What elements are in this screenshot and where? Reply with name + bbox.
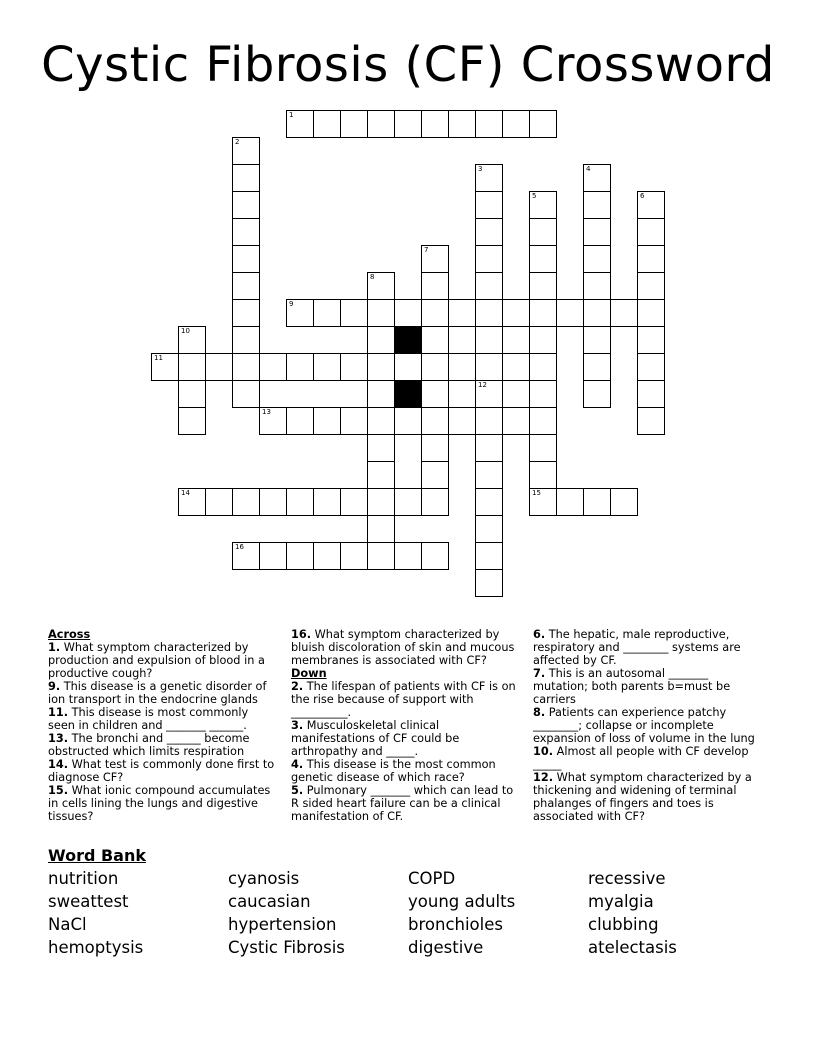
clue-number: 5. xyxy=(291,784,304,797)
word-bank-word: hemoptysis xyxy=(48,938,144,957)
word-bank-word: bronchioles xyxy=(408,915,503,934)
crossword-cell[interactable] xyxy=(475,542,503,570)
clue-number: 9. xyxy=(48,680,61,693)
crossword-cell[interactable] xyxy=(637,299,665,327)
crossword-cell[interactable] xyxy=(583,299,611,327)
down-clues xyxy=(291,680,523,823)
crossword-cell[interactable] xyxy=(232,488,260,516)
crossword-cell[interactable] xyxy=(475,434,503,462)
crossword-cell[interactable] xyxy=(475,353,503,381)
clue-number: 1. xyxy=(48,641,61,654)
crossword-cell[interactable] xyxy=(583,380,611,408)
clue xyxy=(48,680,278,706)
word-bank-word: Cystic Fibrosis xyxy=(228,938,345,957)
word-bank-word: cyanosis xyxy=(228,869,300,888)
crossword-cell[interactable] xyxy=(475,380,503,408)
crossword-cell[interactable] xyxy=(367,434,395,462)
crossword-cell[interactable] xyxy=(529,245,557,273)
crossword-cell[interactable] xyxy=(394,542,422,570)
clue-number: 7. xyxy=(533,667,546,680)
clue-number: 14 xyxy=(181,489,190,497)
crossword-cell[interactable] xyxy=(583,218,611,246)
crossword-cell[interactable] xyxy=(313,299,341,327)
word-bank-word: recessive xyxy=(588,869,666,888)
crossword-cell[interactable] xyxy=(259,353,287,381)
crossword-cell[interactable] xyxy=(232,272,260,300)
crossword-cell[interactable] xyxy=(583,272,611,300)
crossword-shaded-cell xyxy=(394,326,422,354)
crossword-cell[interactable] xyxy=(421,542,449,570)
crossword-cell[interactable] xyxy=(340,110,368,138)
crossword-cell[interactable] xyxy=(394,110,422,138)
crossword-cell[interactable] xyxy=(556,488,584,516)
crossword-cell[interactable] xyxy=(313,407,341,435)
clue xyxy=(291,758,523,784)
crossword-cell[interactable] xyxy=(583,245,611,273)
crossword-cell[interactable] xyxy=(502,110,530,138)
word-bank-word: digestive xyxy=(408,938,484,957)
clue xyxy=(533,667,765,706)
clue-number: 6 xyxy=(640,192,645,200)
crossword-cell[interactable] xyxy=(610,299,638,327)
clue xyxy=(533,745,765,771)
crossword-cell[interactable] xyxy=(421,407,449,435)
clue-number: 2 xyxy=(235,138,240,146)
crossword-cell[interactable] xyxy=(232,218,260,246)
crossword-cell[interactable] xyxy=(421,245,449,273)
crossword-cell[interactable] xyxy=(394,407,422,435)
clue-number: 1 xyxy=(289,111,294,119)
crossword-cell[interactable] xyxy=(232,245,260,273)
crossword-cell[interactable] xyxy=(448,299,476,327)
crossword-cell[interactable] xyxy=(178,353,206,381)
crossword-cell[interactable] xyxy=(367,326,395,354)
clue-number: 8 xyxy=(370,273,375,281)
crossword-cell[interactable] xyxy=(394,488,422,516)
crossword-cell[interactable] xyxy=(178,326,206,354)
crossword-cell[interactable] xyxy=(529,272,557,300)
crossword-cell[interactable] xyxy=(232,353,260,381)
clue-text: What test is commonly done first to diagnose CF? xyxy=(48,758,275,784)
crossword-cell[interactable] xyxy=(421,110,449,138)
crossword-cell[interactable] xyxy=(421,380,449,408)
crossword-cell[interactable] xyxy=(475,191,503,219)
word-bank-word: caucasian xyxy=(228,892,311,911)
clue xyxy=(48,758,278,784)
clue-number: 15 xyxy=(532,489,541,497)
clue-number: 16. xyxy=(291,628,312,641)
clue-text: This is an autosomal _______ mutation; both parents b=must be carriers xyxy=(533,667,731,706)
crossword-cell[interactable] xyxy=(286,110,314,138)
crossword-cell[interactable] xyxy=(637,326,665,354)
clue xyxy=(291,680,523,719)
crossword-cell[interactable] xyxy=(421,488,449,516)
crossword-cell[interactable] xyxy=(475,245,503,273)
crossword-cell[interactable] xyxy=(367,488,395,516)
clue-text: What symptom characterized by a thickening and widening of terminal phalanges of fingers and toes is associated with CF? xyxy=(533,771,752,823)
crossword-cell[interactable] xyxy=(583,353,611,381)
clues-column-3 xyxy=(533,628,765,823)
crossword-cell[interactable] xyxy=(448,407,476,435)
crossword-cell[interactable] xyxy=(637,353,665,381)
clue-text: The bronchi and ______ become obstructed which limits respiration xyxy=(48,732,250,758)
clue-text: Almost all people with CF develop _____ xyxy=(533,745,749,771)
crossword-cell[interactable] xyxy=(475,272,503,300)
crossword-cell[interactable] xyxy=(475,110,503,138)
crossword-cell[interactable] xyxy=(340,542,368,570)
crossword-cell[interactable] xyxy=(232,191,260,219)
clue xyxy=(533,706,765,745)
crossword-cell[interactable] xyxy=(313,353,341,381)
crossword-cell[interactable] xyxy=(475,569,503,597)
clue xyxy=(291,628,523,667)
crossword-cell[interactable] xyxy=(421,353,449,381)
crossword-cell[interactable] xyxy=(529,380,557,408)
clue-number: 11 xyxy=(154,354,163,362)
crossword-cell[interactable] xyxy=(475,488,503,516)
clue-text: This disease is a genetic disorder of ion transport in the endocrine glands xyxy=(48,680,267,706)
clue xyxy=(533,771,765,823)
clue-text: What ionic compound accumulates in cells lining the lungs and digestive tissues? xyxy=(48,784,271,823)
clue-text: Musculoskeletal clinical manifestations of CF could be arthropathy and _____. xyxy=(291,719,460,758)
clue-number: 12. xyxy=(533,771,554,784)
crossword-cell[interactable] xyxy=(178,488,206,516)
word-bank-word: young adults xyxy=(408,892,516,911)
crossword-cell[interactable] xyxy=(421,272,449,300)
clue-text: Patients can experience patchy ________; collapse or incomplete expansion of loss of volume in the lung xyxy=(533,706,755,745)
down-heading: Down xyxy=(291,667,327,680)
crossword-cell[interactable] xyxy=(340,299,368,327)
crossword-cell[interactable] xyxy=(367,353,395,381)
crossword-cell[interactable] xyxy=(529,326,557,354)
crossword-cell[interactable] xyxy=(637,245,665,273)
crossword-cell[interactable] xyxy=(529,434,557,462)
crossword-cell[interactable] xyxy=(232,299,260,327)
crossword-cell[interactable] xyxy=(475,515,503,543)
crossword-cell[interactable] xyxy=(529,218,557,246)
clue xyxy=(291,719,523,758)
crossword-cell[interactable] xyxy=(529,461,557,489)
word-bank-word: NaCl xyxy=(48,915,87,934)
clue-number: 5 xyxy=(532,192,537,200)
crossword-cell[interactable] xyxy=(259,407,287,435)
crossword-cell[interactable] xyxy=(286,542,314,570)
page-title: Cystic Fibrosis (CF) Crossword xyxy=(41,37,775,93)
word-bank-title: Word Bank xyxy=(48,846,147,865)
crossword-cell[interactable] xyxy=(475,326,503,354)
clue xyxy=(533,628,765,667)
crossword-cell[interactable] xyxy=(394,353,422,381)
crossword-cell[interactable] xyxy=(286,353,314,381)
word-bank-word: sweattest xyxy=(48,892,129,911)
crossword-cell[interactable] xyxy=(421,461,449,489)
crossword-cell[interactable] xyxy=(367,407,395,435)
clue-number: 6. xyxy=(533,628,546,641)
word-bank-word: nutrition xyxy=(48,869,119,888)
crossword-cell[interactable] xyxy=(259,488,287,516)
crossword-cell[interactable] xyxy=(394,299,422,327)
crossword-cell[interactable] xyxy=(529,353,557,381)
crossword-cell[interactable] xyxy=(583,164,611,192)
crossword-cell[interactable] xyxy=(259,542,287,570)
crossword-cell[interactable] xyxy=(232,137,260,165)
clue-text: This disease is the most common genetic disease of which race? xyxy=(291,758,496,784)
crossword-cell[interactable] xyxy=(367,380,395,408)
crossword-cell[interactable] xyxy=(205,353,233,381)
word-bank-word: COPD xyxy=(408,869,456,888)
crossword-cell[interactable] xyxy=(529,299,557,327)
crossword-cell[interactable] xyxy=(583,326,611,354)
clue-number: 14. xyxy=(48,758,69,771)
crossword-cell[interactable] xyxy=(232,326,260,354)
clues-column-2 xyxy=(291,628,523,823)
crossword-cell[interactable] xyxy=(448,353,476,381)
clue-number: 2. xyxy=(291,680,304,693)
crossword-cell[interactable] xyxy=(475,461,503,489)
clue xyxy=(48,641,278,680)
clue-number: 10 xyxy=(181,327,190,335)
across-clues-continued xyxy=(291,628,523,667)
crossword-cell[interactable] xyxy=(340,488,368,516)
crossword-cell[interactable] xyxy=(637,407,665,435)
clue-number: 7 xyxy=(424,246,429,254)
crossword-cell[interactable] xyxy=(637,380,665,408)
crossword-cell[interactable] xyxy=(502,353,530,381)
crossword-cell[interactable] xyxy=(529,110,557,138)
crossword-cell[interactable] xyxy=(313,110,341,138)
crossword-cell[interactable] xyxy=(313,542,341,570)
crossword-cell[interactable] xyxy=(583,488,611,516)
crossword-cell[interactable] xyxy=(556,299,584,327)
clue-text: The lifespan of patients with CF is on the rise because of support with __________. xyxy=(291,680,516,719)
crossword-cell[interactable] xyxy=(448,110,476,138)
word-bank-word: clubbing xyxy=(588,915,659,934)
clue-number: 4. xyxy=(291,758,304,771)
crossword-cell[interactable] xyxy=(475,299,503,327)
crossword-cell[interactable] xyxy=(232,164,260,192)
crossword-cell[interactable] xyxy=(367,272,395,300)
crossword-cell[interactable] xyxy=(286,488,314,516)
crossword-cell[interactable] xyxy=(205,488,233,516)
crossword-cell[interactable] xyxy=(178,407,206,435)
word-bank-word: hypertension xyxy=(228,915,337,934)
clue-number: 13 xyxy=(262,408,271,416)
word-bank-word: atelectasis xyxy=(588,938,677,957)
crossword-cell[interactable] xyxy=(178,380,206,408)
crossword-cell[interactable] xyxy=(529,488,557,516)
crossword-shaded-cell xyxy=(394,380,422,408)
clue-number: 8. xyxy=(533,706,546,719)
across-clues xyxy=(48,641,278,823)
crossword-cell[interactable] xyxy=(502,407,530,435)
clue-number: 9 xyxy=(289,300,294,308)
clue-number: 3. xyxy=(291,719,304,732)
crossword-cell[interactable] xyxy=(502,299,530,327)
clue-text: Pulmonary _______ which can lead to R sided heart failure can be a clinical manifestation of CF. xyxy=(291,784,514,823)
crossword-cell[interactable] xyxy=(313,488,341,516)
crossword-cell[interactable] xyxy=(475,407,503,435)
clue-text: What symptom characterized by bluish discoloration of skin and mucous membranes is associated with CF? xyxy=(291,628,515,667)
crossword-cell[interactable] xyxy=(286,407,314,435)
crossword-cell[interactable] xyxy=(421,326,449,354)
crossword-cell[interactable] xyxy=(232,542,260,570)
crossword-cell[interactable] xyxy=(340,353,368,381)
clue-number: 11. xyxy=(48,706,69,719)
crossword-cell[interactable] xyxy=(340,407,368,435)
crossword-cell[interactable] xyxy=(475,218,503,246)
crossword-cell[interactable] xyxy=(583,191,611,219)
crossword-cell[interactable] xyxy=(529,407,557,435)
crossword-cell[interactable] xyxy=(232,380,260,408)
crossword-cell[interactable] xyxy=(286,299,314,327)
down-clues-continued xyxy=(533,628,765,823)
crossword-cell[interactable] xyxy=(637,272,665,300)
clue xyxy=(48,784,278,823)
clue xyxy=(48,732,278,758)
crossword-cell[interactable] xyxy=(367,299,395,327)
crossword-cell[interactable] xyxy=(610,488,638,516)
crossword-cell[interactable] xyxy=(475,164,503,192)
crossword-cell[interactable] xyxy=(421,299,449,327)
word-bank-word: myalgia xyxy=(588,892,654,911)
clue-text: This disease is most commonly seen in children and _______ ______. xyxy=(48,706,249,732)
clue-number: 4 xyxy=(586,165,591,173)
across-heading: Across xyxy=(48,628,91,641)
crossword-cell[interactable] xyxy=(367,461,395,489)
crossword-cell[interactable] xyxy=(637,191,665,219)
clue-text: The hepatic, male reproductive, respiratory and ________ systems are affected by CF. xyxy=(533,628,741,667)
clue xyxy=(291,784,523,823)
crossword-cell[interactable] xyxy=(637,218,665,246)
crossword-cell[interactable] xyxy=(367,515,395,543)
clue-number: 12 xyxy=(478,381,487,389)
crossword-cell[interactable] xyxy=(151,353,179,381)
clue-text: What symptom characterized by production and expulsion of blood in a productive cough? xyxy=(48,641,265,680)
clues-column-1 xyxy=(48,628,278,823)
clue-number: 15. xyxy=(48,784,69,797)
clue-number: 10. xyxy=(533,745,554,758)
clue xyxy=(48,706,278,732)
clue-number: 16 xyxy=(235,543,244,551)
clue-number: 13. xyxy=(48,732,69,745)
clue-number: 3 xyxy=(478,165,483,173)
crossword-cell[interactable] xyxy=(421,434,449,462)
crossword-cell[interactable] xyxy=(367,542,395,570)
crossword-cell[interactable] xyxy=(367,110,395,138)
crossword-cell[interactable] xyxy=(529,191,557,219)
